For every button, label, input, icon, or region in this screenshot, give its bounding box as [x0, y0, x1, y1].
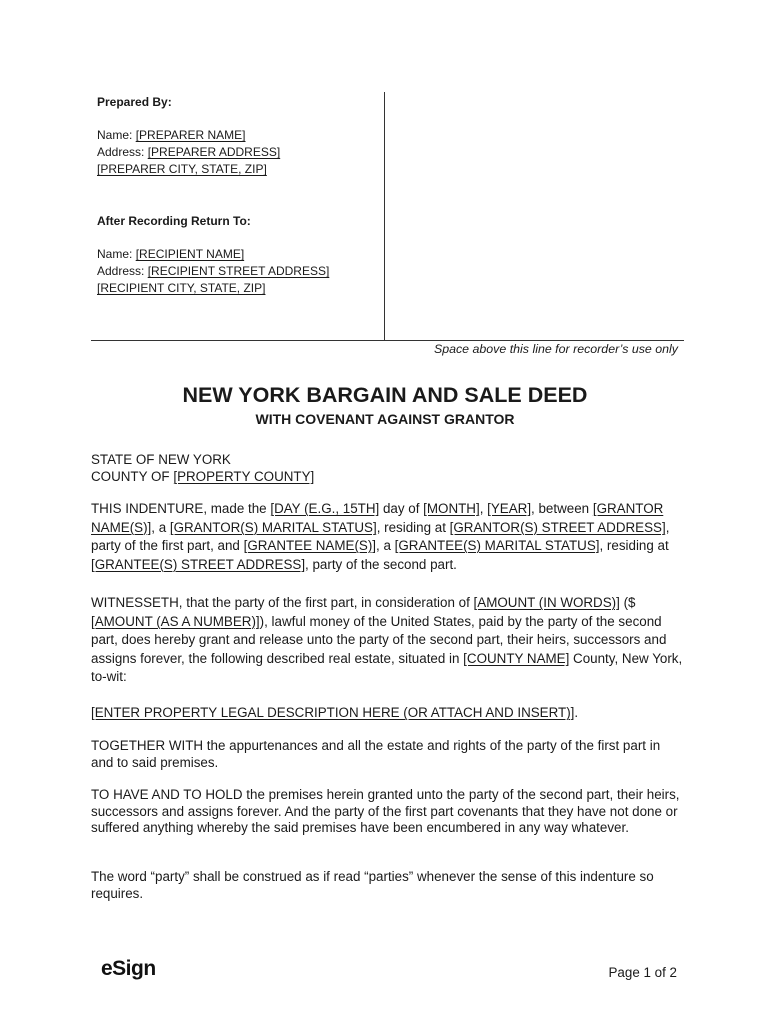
- to-have-and-hold-paragraph: TO HAVE AND TO HOLD the premises herein granted unto the party of the second part, their heirs, successors and assigns forever. And the party of the first part covenants that they have not done or suffered anything whereby the said premises have been encumbered in any way whatever.: [91, 787, 680, 835]
- preparer-address-field[interactable]: [PREPARER ADDRESS]: [147, 145, 281, 159]
- day-field[interactable]: [DAY (E.G., 15TH]: [270, 501, 380, 516]
- text-run: , residing at: [376, 519, 450, 535]
- text-run: , party of the first part, and: [91, 519, 670, 553]
- grantee-marital-status-field[interactable]: [GRANTEE(S) MARITAL STATUS]: [394, 538, 600, 553]
- preparer-address-line: [97, 144, 377, 161]
- grantee-address-field[interactable]: [GRANTEE(S) STREET ADDRESS]: [91, 556, 306, 572]
- text-run: THIS INDENTURE, made the: [91, 501, 271, 516]
- text-run: , a: [151, 519, 170, 535]
- text-run: , residing at: [599, 538, 669, 553]
- page-number: Page 1 of 2: [608, 965, 677, 980]
- together-with-paragraph: TOGETHER WITH the appurtenances and all the estate and rights of the party of the first part in and to said premises.: [91, 738, 661, 770]
- recipient-city-field[interactable]: [RECIPIENT CITY, STATE, ZIP]: [97, 281, 266, 295]
- prepared-by-heading: Prepared By:: [97, 95, 172, 109]
- text-run: day of: [379, 501, 424, 516]
- legal-description-paragraph: [91, 704, 686, 723]
- grantor-address-field[interactable]: [GRANTOR(S) STREET ADDRESS]: [449, 519, 666, 535]
- return-to-heading: After Recording Return To:: [97, 214, 251, 228]
- recipient-address-field[interactable]: [RECIPIENT STREET ADDRESS]: [147, 264, 330, 278]
- grantee-name-field[interactable]: [GRANTEE NAME(S)]: [243, 538, 377, 553]
- recorder-box-divider: [384, 92, 385, 340]
- county-name-field[interactable]: [COUNTY NAME]: [463, 650, 570, 666]
- text-run: , between: [531, 501, 593, 516]
- indenture-paragraph: [91, 500, 686, 574]
- recipient-name-line: [97, 246, 377, 263]
- text-run: ($: [619, 595, 636, 610]
- property-county-field[interactable]: [PROPERTY COUNTY]: [173, 468, 315, 484]
- recorder-note: Space above this line for recorder’s use only: [433, 342, 678, 356]
- text-run: County, New York, to-wit:: [91, 650, 683, 684]
- venue-block: [91, 452, 691, 485]
- document-subtitle: WITH COVENANT AGAINST GRANTOR: [255, 411, 515, 427]
- grantor-marital-status-field[interactable]: [GRANTOR(S) MARITAL STATUS]: [169, 519, 377, 535]
- recipient-name-label: Name:: [97, 247, 133, 261]
- recorder-box: [91, 92, 684, 342]
- text-run: , a: [376, 538, 395, 553]
- recorder-line: [91, 340, 684, 341]
- prepared-by-block: [97, 94, 377, 178]
- amount-words-field[interactable]: [AMOUNT (IN WORDS)]: [473, 595, 620, 610]
- recipient-address-label: Address:: [97, 264, 145, 278]
- month-field[interactable]: [MONTH]: [423, 501, 480, 516]
- text-run: , party of the second part.: [305, 556, 457, 572]
- preparer-name-label: Name:: [97, 128, 133, 142]
- county-prefix: COUNTY OF: [91, 468, 170, 484]
- document-title: NEW YORK BARGAIN AND SALE DEED: [182, 383, 588, 407]
- text-run: ,: [479, 501, 488, 516]
- preparer-name-field[interactable]: [PREPARER NAME]: [135, 128, 246, 142]
- year-field[interactable]: [YEAR]: [487, 501, 532, 516]
- preparer-city-field[interactable]: [PREPARER CITY, STATE, ZIP]: [97, 162, 267, 176]
- return-to-block: [97, 213, 377, 297]
- party-definition-paragraph: The word “party” shall be construed as if read “parties” whenever the sense of this indenture so requires.: [91, 869, 654, 901]
- text-run: WITNESSETH, that the party of the first part, in consideration of: [91, 595, 474, 610]
- recipient-name-field[interactable]: [RECIPIENT NAME]: [135, 247, 245, 261]
- grantor-name-field[interactable]: [GRANTOR NAME(S)]: [91, 501, 664, 535]
- legal-description-field[interactable]: [ENTER PROPERTY LEGAL DESCRIPTION HERE (OR ATTACH AND INSERT)]: [91, 705, 575, 720]
- text-run: ), lawful money of the United States, paid by the party of the second part, does hereby grant and release unto the party of the second part, their heirs, successors and assigns forever, the following described real estate, situated in: [91, 613, 667, 666]
- esign-logo: eSign: [101, 957, 156, 980]
- recipient-address-line: [97, 263, 377, 280]
- witnesseth-paragraph: [91, 594, 686, 687]
- amount-number-field[interactable]: [AMOUNT (AS A NUMBER)]: [91, 613, 260, 629]
- preparer-name-line: [97, 127, 377, 144]
- state-line: STATE OF NEW YORK: [91, 452, 231, 467]
- county-line: [91, 469, 691, 486]
- text-run: .: [574, 705, 579, 720]
- preparer-address-label: Address:: [97, 145, 145, 159]
